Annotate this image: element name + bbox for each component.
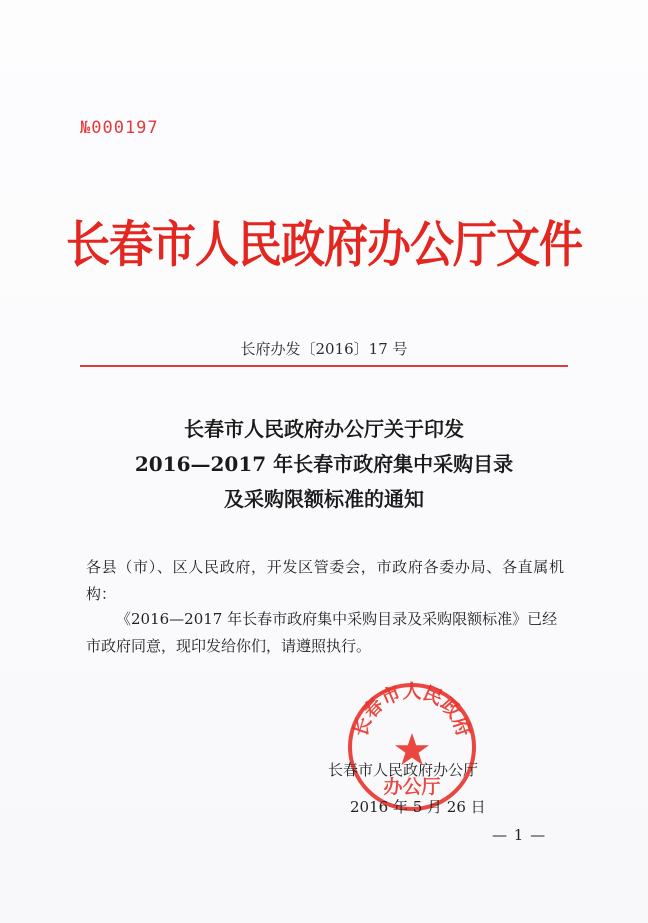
document-number: 长府办发〔2016〕17 号 [240, 340, 408, 358]
seal-inner-text: 办公厅 [383, 776, 441, 798]
official-seal-icon [346, 681, 478, 813]
recipients: 各县（市）、区人民政府，开发区管委会，市政府各委办局、各直属机构： [86, 558, 564, 603]
serial-number: №000197 [80, 118, 159, 138]
seal-ring-text: 长春市人民政府 [349, 681, 475, 740]
page-number: — 1 — [492, 826, 547, 844]
notice-title-line-3: 及采购限额标准的通知 [224, 487, 424, 511]
red-divider-line [80, 365, 568, 367]
svg-text:长春市人民政府 [349, 681, 475, 739]
body-paragraph: 《2016—2017 年长春市政府集中采购目录及采购限额标准》已经市政府同意，现印发给你们，请遵照执行。 [86, 610, 558, 655]
header-title: 长春市人民政府办公厅文件 [66, 216, 582, 274]
notice-title-line-2: 2016—2017 年长春市政府集中采购目录 [134, 452, 514, 476]
notice-title-line-1: 长春市人民政府办公厅关于印发 [184, 417, 464, 441]
signature-organization: 长春市人民政府办公厅 [328, 761, 479, 779]
notice-title [0, 412, 648, 517]
signature-date: 2016 年 5 月 26 日 [350, 798, 486, 816]
